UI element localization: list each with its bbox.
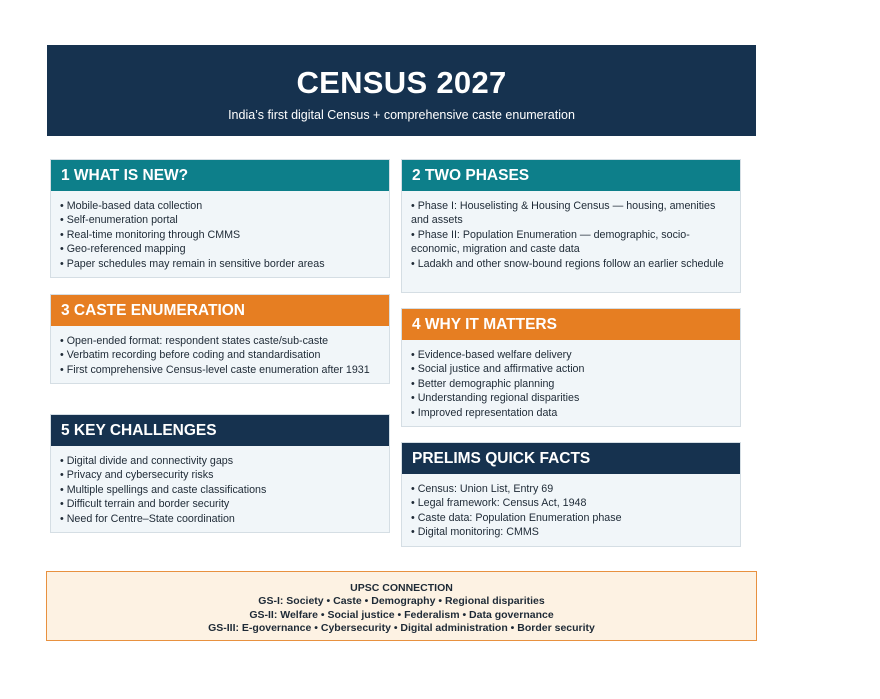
list-item: • Digital divide and connectivity gaps bbox=[60, 454, 379, 468]
bullet-list bbox=[402, 474, 740, 546]
bullet-list bbox=[51, 191, 389, 277]
upsc-line-gs3: GS-III: E-governance • Cybersecurity • Digital administration • Border security bbox=[208, 622, 595, 635]
list-item: • Understanding regional disparities bbox=[411, 391, 730, 405]
list-item: • Geo-referenced mapping bbox=[60, 242, 379, 256]
card-heading: 2 TWO PHASES bbox=[402, 160, 740, 191]
page-title: CENSUS 2027 bbox=[296, 65, 507, 100]
upsc-line-gs2: GS-II: Welfare • Social justice • Federalism • Data governance bbox=[249, 608, 554, 621]
list-item: • Open-ended format: respondent states caste/sub-caste bbox=[60, 334, 379, 348]
card-heading: PRELIMS QUICK FACTS bbox=[402, 443, 740, 474]
list-item: • Mobile-based data collection bbox=[60, 199, 379, 213]
title-banner bbox=[47, 45, 756, 136]
prelims-facts-card bbox=[401, 442, 741, 547]
card-heading: 4 WHY IT MATTERS bbox=[402, 309, 740, 340]
list-item: • Phase II: Population Enumeration — demographic, socio-economic, migration and caste data bbox=[411, 228, 730, 257]
list-item: • Need for Centre–State coordination bbox=[60, 512, 379, 526]
bullet-list bbox=[51, 326, 389, 383]
bullet-list bbox=[402, 191, 740, 277]
list-item: • Phase I: Houselisting & Housing Census — housing, amenities and assets bbox=[411, 199, 730, 228]
upsc-connection-box bbox=[46, 571, 757, 641]
list-item: • Verbatim recording before coding and standardisation bbox=[60, 348, 379, 362]
list-item: • Difficult terrain and border security bbox=[60, 497, 379, 511]
bullet-list bbox=[51, 446, 389, 532]
list-item: • Digital monitoring: CMMS bbox=[411, 525, 730, 539]
list-item: • Self-enumeration portal bbox=[60, 213, 379, 227]
card-heading: 1 WHAT IS NEW? bbox=[51, 160, 389, 191]
bullet-list bbox=[402, 340, 740, 426]
key-challenges-card bbox=[50, 414, 390, 533]
list-item: • Caste data: Population Enumeration phase bbox=[411, 511, 730, 525]
why-it-matters-card bbox=[401, 308, 741, 427]
caste-enumeration-card bbox=[50, 294, 390, 384]
page-subtitle: India’s first digital Census + comprehensive caste enumeration bbox=[228, 108, 575, 122]
list-item: • Social justice and affirmative action bbox=[411, 362, 730, 376]
list-item: • Ladakh and other snow-bound regions follow an earlier schedule bbox=[411, 257, 730, 271]
card-heading: 3 CASTE ENUMERATION bbox=[51, 295, 389, 326]
upsc-title: UPSC CONNECTION bbox=[350, 582, 453, 594]
list-item: • First comprehensive Census-level caste enumeration after 1931 bbox=[60, 363, 379, 377]
list-item: • Legal framework: Census Act, 1948 bbox=[411, 496, 730, 510]
list-item: • Paper schedules may remain in sensitive border areas bbox=[60, 257, 379, 271]
two-phases-card bbox=[401, 159, 741, 293]
card-heading: 5 KEY CHALLENGES bbox=[51, 415, 389, 446]
list-item: • Better demographic planning bbox=[411, 377, 730, 391]
list-item: • Privacy and cybersecurity risks bbox=[60, 468, 379, 482]
list-item: • Improved representation data bbox=[411, 406, 730, 420]
upsc-line-gs1: GS-I: Society • Caste • Demography • Regional disparities bbox=[258, 595, 545, 608]
list-item: • Census: Union List, Entry 69 bbox=[411, 482, 730, 496]
list-item: • Multiple spellings and caste classifications bbox=[60, 483, 379, 497]
what-is-new-card bbox=[50, 159, 390, 278]
list-item: • Real-time monitoring through CMMS bbox=[60, 228, 379, 242]
list-item: • Evidence-based welfare delivery bbox=[411, 348, 730, 362]
